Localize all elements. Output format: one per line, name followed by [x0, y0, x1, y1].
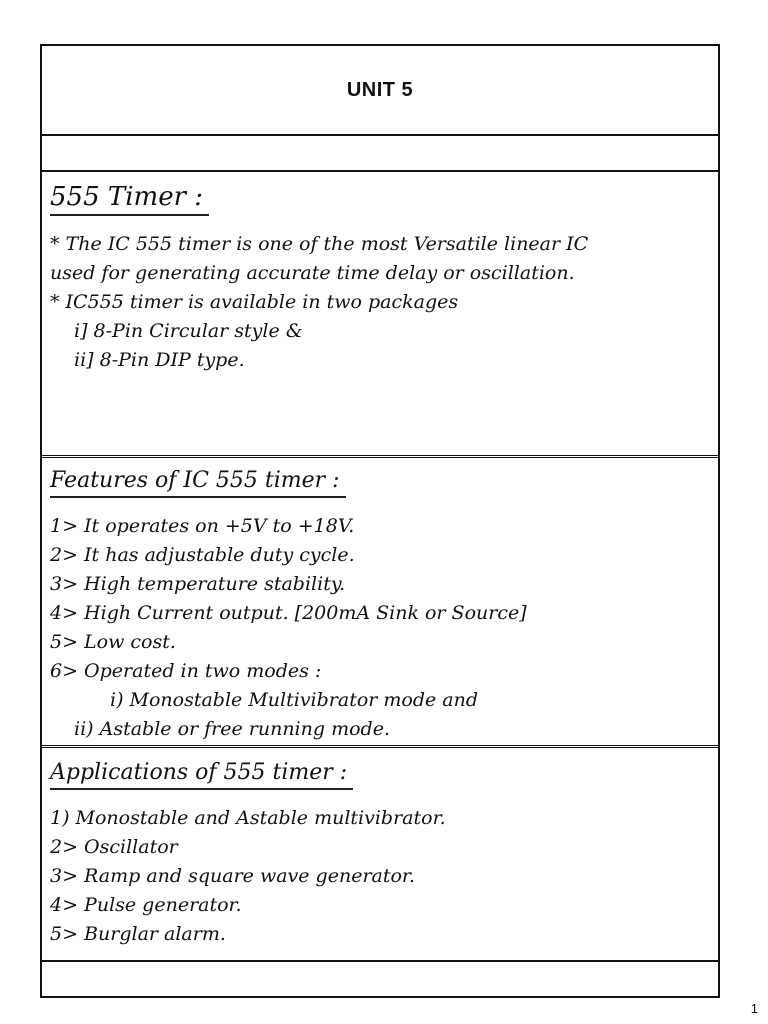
title-band	[42, 46, 718, 136]
text-line: * IC555 timer is available in two packages	[50, 291, 459, 313]
section-heading: 555 Timer :	[50, 180, 209, 216]
section-applications	[42, 752, 718, 958]
text-line: i) Monostable Multivibrator mode and	[110, 689, 479, 711]
page-number: 1	[750, 1001, 758, 1016]
text-line: 3> High temperature stability.	[50, 573, 346, 595]
section-features	[42, 460, 718, 748]
section-heading: Features of IC 555 timer :	[50, 466, 346, 498]
text-line: 1> It operates on +5V to +18V.	[50, 515, 355, 537]
text-line: 5> Burglar alarm.	[50, 923, 226, 945]
text-line: 4> Pulse generator.	[50, 894, 242, 916]
section-heading: Applications of 555 timer :	[50, 758, 353, 790]
text-line: used for generating accurate time delay or oscillation.	[50, 262, 575, 284]
text-line: 4> High Current output. [200mA Sink or Source]	[50, 602, 527, 624]
text-line: 6> Operated in two modes :	[50, 660, 322, 682]
page-title: UNIT 5	[346, 78, 414, 101]
notes-page	[40, 44, 720, 998]
text-line: 1) Monostable and Astable multivibrator.	[50, 807, 446, 829]
bottom-band	[42, 960, 718, 998]
text-line: 2> It has adjustable duty cycle.	[50, 544, 355, 566]
text-line: i] 8-Pin Circular style &	[74, 320, 303, 342]
text-line: ii] 8-Pin DIP type.	[74, 349, 245, 371]
text-line: * The IC 555 timer is one of the most Versatile linear IC	[50, 233, 589, 255]
text-line: 3> Ramp and square wave generator.	[50, 865, 415, 887]
section-555-timer	[42, 174, 718, 458]
text-line: 5> Low cost.	[50, 631, 176, 653]
blank-band	[42, 136, 718, 172]
text-line: ii) Astable or free running mode.	[74, 718, 390, 740]
text-line: 2> Oscillator	[50, 836, 178, 858]
